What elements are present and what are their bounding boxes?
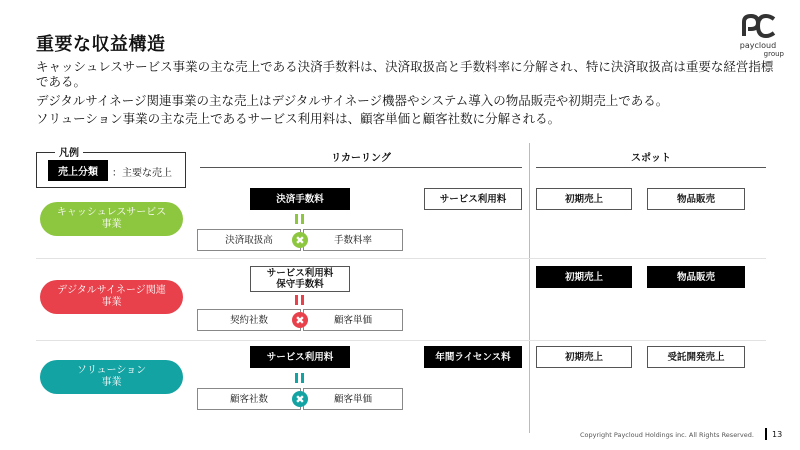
revenue-spot-initial-signage: 初期売上 bbox=[536, 266, 632, 288]
revenue-spot-initial-cashless: 初期売上 bbox=[536, 188, 632, 210]
segment-solution-pill bbox=[40, 360, 183, 394]
logo-brand-text: paycloud bbox=[739, 41, 777, 50]
legend-chip: 売上分類 bbox=[48, 160, 108, 181]
equals-icon bbox=[295, 373, 305, 383]
logo-sub-text: group bbox=[763, 50, 784, 58]
column-divider bbox=[529, 143, 530, 433]
segment-signage-pill bbox=[40, 280, 183, 314]
column-header-spot: スポット bbox=[631, 153, 671, 164]
revenue-recurring-extra-solution: 年間ライセンス料 bbox=[424, 346, 522, 368]
recurring-header-line bbox=[200, 167, 522, 168]
factor-left-signage: 契約社数 bbox=[197, 309, 301, 331]
legend-title: 凡例 bbox=[55, 144, 83, 159]
revenue-main-signage: サービス利用料 保守手数料 bbox=[250, 266, 350, 292]
segment-label: ソリューション 事業 bbox=[76, 365, 147, 388]
factor-right-solution: 顧客単価 bbox=[303, 388, 403, 410]
factor-right-signage: 顧客単価 bbox=[303, 309, 403, 331]
paycloud-logo-icon bbox=[738, 14, 778, 40]
multiply-icon: ✖ bbox=[292, 232, 308, 248]
column-header-recurring: リカーリング bbox=[331, 153, 391, 164]
multiply-icon: ✖ bbox=[292, 391, 308, 407]
page-number-divider bbox=[765, 428, 767, 440]
company-logo bbox=[728, 14, 788, 60]
revenue-spot-initial-solution: 初期売上 bbox=[536, 346, 632, 368]
revenue-spot-product-cashless: 物品販売 bbox=[647, 188, 745, 210]
revenue-main-cashless: 決済手数料 bbox=[250, 188, 350, 210]
factor-left-cashless: 決済取扱高 bbox=[197, 229, 301, 251]
paragraph-signage: デジタルサイネージ関連事業の主な売上はデジタルサイネージ機器やシステム導入の物品販売や初期売上である。 bbox=[36, 93, 669, 108]
legend-text: ：主要な売上 bbox=[112, 168, 172, 179]
copyright-text: Copyright Paycloud Holdings inc. All Rights Reserved. bbox=[580, 431, 754, 439]
page-number: 13 bbox=[772, 430, 783, 439]
equals-icon bbox=[295, 214, 305, 224]
segment-label: デジタルサイネージ関連 事業 bbox=[57, 285, 166, 308]
row-separator bbox=[36, 340, 766, 341]
paragraph-solution: ソリューション事業の主な売上であるサービス利用料は、顧客単価と顧客社数に分解される。 bbox=[36, 111, 561, 126]
revenue-recurring-extra-cashless: サービス利用料 bbox=[424, 188, 522, 210]
spot-header-line bbox=[536, 167, 766, 168]
equals-icon bbox=[295, 295, 305, 305]
row-separator bbox=[36, 258, 766, 259]
segment-cashless-pill bbox=[40, 202, 183, 236]
factor-left-solution: 顧客社数 bbox=[197, 388, 301, 410]
revenue-spot-product-signage: 物品販売 bbox=[647, 266, 745, 288]
multiply-icon: ✖ bbox=[292, 312, 308, 328]
page-title: 重要な収益構造 bbox=[36, 34, 166, 55]
factor-right-cashless: 手数料率 bbox=[303, 229, 403, 251]
segment-label: キャッシュレスサービス 事業 bbox=[56, 207, 167, 230]
paragraph-cashless: キャッシュレスサービス事業の主な売上である決済手数料は、決済取扱高と手数料率に分解され、特に決済取扱高は重要な経営指標である。 bbox=[36, 59, 774, 89]
revenue-spot-contract-solution: 受託開発売上 bbox=[647, 346, 745, 368]
revenue-main-solution: サービス利用料 bbox=[250, 346, 350, 368]
